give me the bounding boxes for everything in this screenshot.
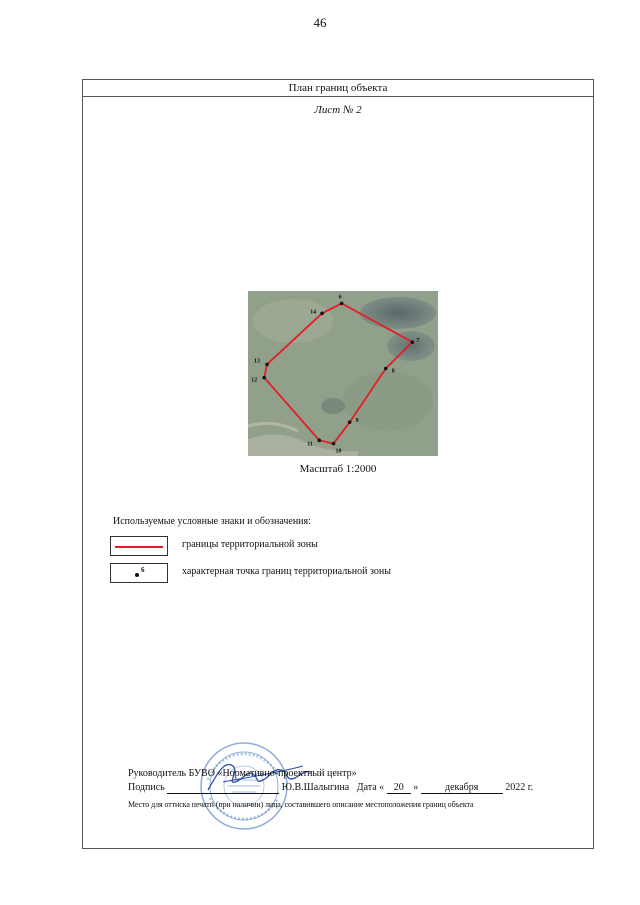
date-year: 2022 г. (505, 782, 534, 793)
signature-line-1: Руководитель БУВО «Нормативно-проектный центр» (128, 768, 357, 779)
date-label: Дата « (356, 782, 385, 793)
characteristic-point-7 (411, 340, 415, 344)
point-label-sample: 6 (141, 566, 145, 574)
signature-line-2 (128, 782, 533, 794)
legend-label-boundary: границы территориальной зоны (182, 539, 318, 550)
stamp-place-note: Место для оттиска печати (при наличии) лица, составившего описание местоположения границ объекта (128, 800, 474, 809)
characteristic-point-8 (384, 367, 388, 371)
characteristic-point-12 (262, 376, 266, 380)
water-area (360, 297, 436, 329)
point-label-9: 9 (355, 418, 359, 425)
date-month: декабря (421, 782, 503, 794)
signer-name: Ю.В.Шалыгина (281, 782, 350, 793)
legend-item-boundary (110, 536, 570, 556)
red-line-icon (115, 546, 163, 548)
point-label-10: 10 (335, 448, 342, 455)
legend-symbol-boundary (110, 536, 168, 556)
point-label-12: 12 (251, 377, 258, 384)
characteristic-point-14 (320, 311, 324, 315)
legend-symbol-point (110, 563, 168, 583)
document-frame (82, 79, 594, 849)
point-label-14: 14 (310, 309, 317, 316)
characteristic-point-10 (332, 442, 336, 446)
boundary-map (248, 291, 438, 456)
point-icon (135, 573, 139, 577)
point-label-13: 13 (254, 358, 260, 365)
map-scale: Масштаб 1:2000 (299, 463, 377, 475)
page-number: 46 (313, 15, 327, 30)
characteristic-point-11 (317, 439, 321, 443)
document-title: План границ объекта (83, 80, 593, 97)
point-label-7: 7 (416, 338, 420, 345)
point-label-11: 11 (307, 441, 313, 448)
legend-title: Используемые условные знаки и обозначения: (113, 516, 311, 527)
point-label-8: 8 (391, 368, 395, 375)
date-day: 20 (387, 782, 411, 794)
characteristic-point-6 (340, 302, 344, 306)
signature-field (167, 782, 279, 794)
characteristic-point-13 (265, 363, 269, 367)
date-quote-close: » (413, 782, 419, 793)
point-label-6: 6 (338, 294, 342, 301)
legend-label-point: характерная точка границ территориальной зоны (182, 566, 391, 577)
legend-item-point (110, 563, 570, 583)
characteristic-point-9 (348, 420, 352, 424)
sign-label: Подпись (128, 782, 165, 793)
sheet-number: Лист № 2 (314, 104, 362, 116)
